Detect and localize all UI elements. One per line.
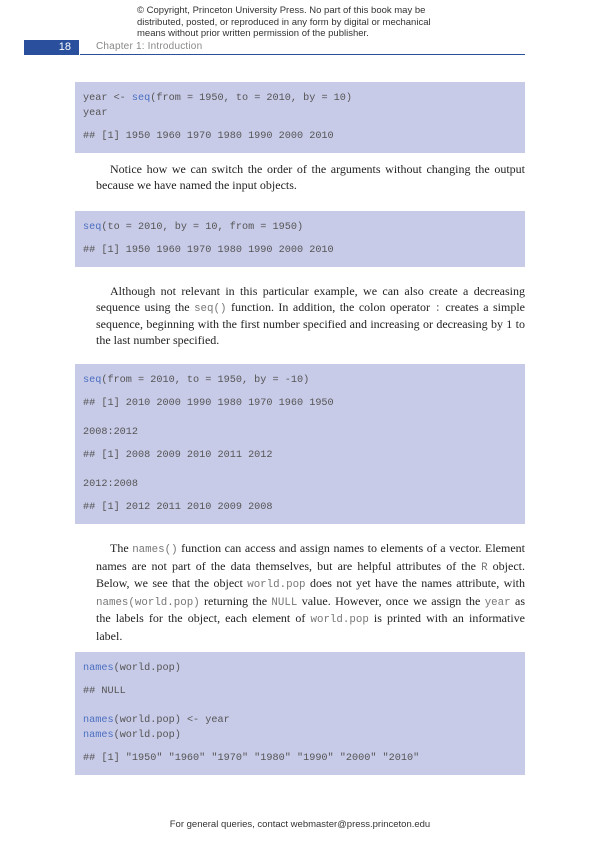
copyright-line: © Copyright, Princeton University Press. No part of this book may be bbox=[137, 5, 426, 16]
code-keyword: seq bbox=[83, 222, 102, 233]
inline-code: NULL bbox=[271, 596, 298, 609]
running-head: Chapter 1: Introduction bbox=[96, 41, 203, 52]
page-number: 18 bbox=[24, 40, 79, 55]
paragraph-text: function. In addition, the colon operator bbox=[226, 299, 435, 314]
code-line bbox=[83, 713, 517, 728]
code-output-line: ## [1] 2012 2011 2010 2009 2008 bbox=[83, 502, 273, 513]
code-keyword: names bbox=[83, 730, 114, 741]
paragraph-text: Although not relevant in this particular example, we can also create a decreasing sequence using the bbox=[96, 284, 525, 314]
inline-code: seq() bbox=[194, 302, 227, 315]
code-line: year bbox=[83, 108, 108, 119]
copyright-line: means without prior written permission of the publisher. bbox=[137, 28, 369, 39]
paragraph bbox=[96, 162, 525, 193]
code-text: (world.pop) bbox=[113, 663, 181, 674]
code-block bbox=[75, 211, 525, 267]
code-line bbox=[83, 728, 517, 743]
code-text: year <- bbox=[83, 93, 132, 104]
code-text: (to = 2010, by = 10, from = 1950) bbox=[101, 222, 304, 233]
code-text: (from = 2010, to = 1950, by = -10) bbox=[101, 375, 310, 386]
code-output-line: ## [1] 1950 1960 1970 1980 1990 2000 2010 bbox=[83, 131, 334, 142]
code-output-line: ## [1] 1950 1960 1970 1980 1990 2000 2010 bbox=[83, 245, 334, 256]
code-keyword: seq bbox=[83, 375, 102, 386]
paragraph-text: Notice how we can switch the order of the arguments without changing the output because we have named the input objects. bbox=[96, 162, 525, 192]
header-rule bbox=[80, 54, 525, 55]
code-text: (world.pop) bbox=[113, 730, 181, 741]
inline-code: R bbox=[481, 561, 488, 574]
code-output-line: ## NULL bbox=[83, 686, 126, 697]
paragraph-text: returning the bbox=[199, 593, 272, 608]
code-line: 2008:2012 bbox=[83, 427, 139, 438]
code-output-line: ## [1] 2008 2009 2010 2011 2012 bbox=[83, 450, 273, 461]
code-line: 2012:2008 bbox=[83, 479, 139, 490]
code-block bbox=[75, 82, 525, 153]
inline-code: : bbox=[434, 302, 441, 315]
code-output-line: ## [1] 2010 2000 1990 1980 1970 1960 1950 bbox=[83, 398, 334, 409]
paragraph bbox=[96, 284, 525, 348]
code-text: (world.pop) <- year bbox=[113, 715, 230, 726]
inline-code: world.pop bbox=[247, 579, 306, 591]
code-line bbox=[83, 220, 517, 235]
copyright-notice bbox=[137, 5, 467, 40]
inline-code: world.pop bbox=[310, 614, 369, 626]
copyright-line: distributed, posted, or reproduced in any form by digital or mechanical bbox=[137, 16, 431, 28]
code-block bbox=[75, 652, 525, 775]
paragraph-text: does not yet have the names attribute, with bbox=[305, 576, 525, 590]
code-line bbox=[83, 661, 517, 676]
inline-code: names() bbox=[132, 544, 178, 556]
paragraph-text: creates a simple sequence, beginning with the first number specified and increasing or decreasing by 1 to the last number specified. bbox=[96, 299, 525, 347]
paragraph bbox=[96, 541, 525, 644]
code-keyword: names bbox=[83, 715, 114, 726]
paragraph-text: value. However, once we assign the bbox=[297, 593, 485, 608]
code-line bbox=[83, 91, 517, 106]
code-keyword: seq bbox=[131, 93, 151, 104]
footer-contact: For general queries, contact webmaster@press.princeton.edu bbox=[169, 819, 431, 830]
paragraph-text: is printed with an informative label. bbox=[96, 611, 526, 643]
inline-code: year bbox=[484, 596, 511, 609]
paragraph-text: as the labels for the object, each element of bbox=[96, 593, 525, 625]
paragraph-text: The bbox=[110, 541, 133, 555]
code-block bbox=[75, 364, 525, 524]
code-output-line: ## [1] "1950" "1960" "1970" "1980" "1990" "2000" "2010" bbox=[83, 753, 420, 764]
code-line bbox=[83, 373, 517, 388]
code-text: (from = 1950, to = 2010, by = 10) bbox=[150, 93, 353, 104]
inline-code: names(world.pop) bbox=[96, 596, 200, 609]
code-keyword: names bbox=[83, 663, 114, 674]
paragraph-text: object. Below, we see that the object bbox=[96, 558, 525, 590]
paragraph-text: function can access and assign names to elements of a vector. Element names are not part of the data themselves, but are helpful attributes of the bbox=[96, 541, 525, 573]
